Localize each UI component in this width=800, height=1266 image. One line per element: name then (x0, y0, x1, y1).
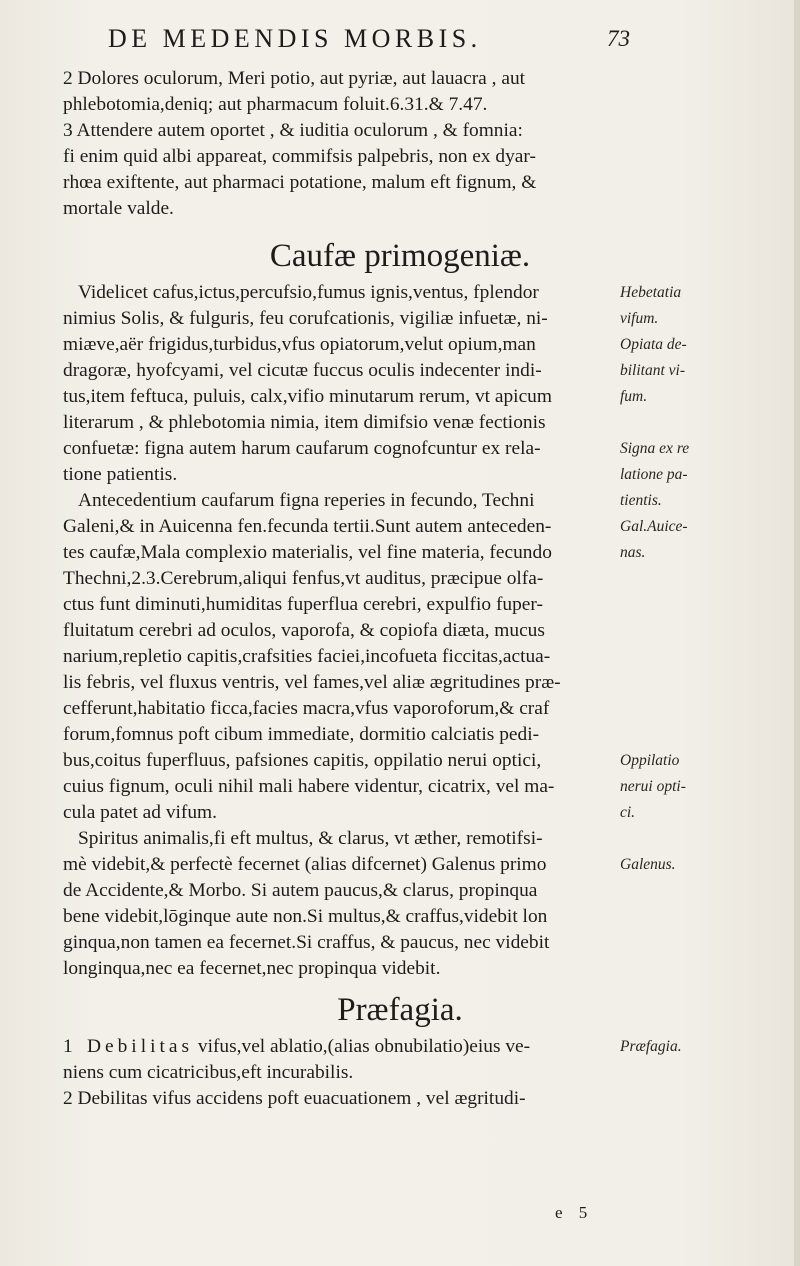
margin-note: bilitant vi- (620, 362, 686, 379)
text-line: phlebotomia,deniq; aut pharmacum foluit.6.31.& 7.47. (63, 94, 488, 115)
text-line (63, 1034, 800, 1060)
text-line: Spiritus animalis,fi eft multus, & clarus, vt æther, remotifsi- (78, 828, 543, 849)
text-line: bus,coitus fuperfluus, pafsiones capitis, oppilatio nerui optici, (63, 750, 542, 771)
text-line: Thechni,2.3.Cerebrum,aliqui fenfus,vt auditus, præcipue olfa- (63, 568, 544, 589)
margin-note: fum. (620, 388, 648, 405)
margin-note: Oppilatio (620, 752, 680, 769)
text-line: fluitatum cerebri ad oculos, vaporofa, & copiofa diæta, mucus (63, 620, 545, 641)
text-line: cula patet ad vifum. (63, 802, 217, 823)
running-header (0, 24, 800, 60)
text-line: mortale valde. (63, 198, 174, 219)
text-line: cefferunt,habitatio ficca,facies macra,vfus vaporoforum,& craf (63, 698, 550, 719)
margin-note: latione pa- (620, 466, 688, 483)
margin-note: Galenus. (620, 856, 676, 873)
text-line: nimius Solis, & fulguris, feu corufcationis, vigiliæ infuetæ, ni- (63, 308, 548, 329)
text-line: 2 Dolores oculorum, Meri potio, aut pyriæ, aut lauacra , aut (63, 68, 526, 89)
text-line: cuius fignum, oculi nihil mali habere videntur, cicatrix, vel ma- (63, 776, 555, 797)
line-text: vifus,vel ablatio,(alias obnubilatio)eius ve- (197, 1036, 531, 1057)
text-line: narium,repletio capitis,crafsities faciei,incofueta ficcitas,actua- (63, 646, 551, 667)
text-line: 2 Debilitas vifus accidens poft euacuationem , vel ægritudi- (63, 1088, 526, 1109)
margin-note: Gal.Auice- (620, 518, 688, 535)
margin-note: Signa ex re (620, 440, 690, 457)
text-line: bene videbit,lōginque aute non.Si multus,& craffus,videbit lon (63, 906, 548, 927)
text-line: rhœa exiftente, aut pharmaci potatione, malum eft fignum, & (63, 172, 537, 193)
text-line: ctus funt diminuti,humiditas fuperflua cerebri, expulfio fuper- (63, 594, 543, 615)
text-line: tus,item feftuca, puluis, calx,vifio minutarum rerum, vt apicum (63, 386, 552, 407)
text-line: tione patientis. (63, 464, 178, 485)
text-line: lis febris, vel fluxus ventris, vel fames,vel aliæ ægritudines præ- (63, 672, 561, 693)
signature-mark: e 5 (555, 1203, 594, 1222)
margin-note: Præfagia. (620, 1038, 682, 1055)
item-number: 1 (63, 1036, 73, 1057)
margin-note: vifum. (620, 310, 659, 327)
text-line: miæve,aër frigidus,turbidus,vfus opiatorum,velut opium,man (63, 334, 536, 355)
text-line: niens cum cicatricibus,eft incurabilis. (63, 1062, 354, 1083)
text-line: tes caufæ,Mala complexio materialis, vel fine materia, fecundo (63, 542, 552, 563)
text-line: longinqua,nec ea fecernet,nec propinqua videbit. (63, 958, 441, 979)
section-heading: Caufæ primogeniæ. (269, 238, 531, 274)
margin-note: ci. (620, 804, 636, 821)
text-line: dragoræ, hyofcyami, vel cicutæ fuccus oculis indecenter indi- (63, 360, 542, 381)
running-title: DE MEDENDIS MORBIS. (108, 24, 482, 53)
text-line: ginqua,non tamen ea fecernet.Si craffus, & paucus, nec videbit (63, 932, 550, 953)
text-line: Videlicet cafus,ictus,percufsio,fumus ignis,ventus, fplendor (78, 282, 539, 303)
text-line: Galeni,& in Auicenna fen.fecunda tertii.Sunt autem anteceden- (63, 516, 552, 537)
text-line: Antecedentium caufarum figna reperies in fecundo, Techni (78, 490, 535, 511)
text-line: mè videbit,& perfectè fecernet (alias difcernet) Galenus primo (63, 854, 547, 875)
text-line: forum,fomnus poft cibum immediate, dormitio calciatis pedi- (63, 724, 540, 745)
margin-note: nas. (620, 544, 646, 561)
margin-note: tientis. (620, 492, 662, 509)
margin-note: Hebetatia (620, 284, 682, 301)
text-line: confuetæ: figna autem harum caufarum cognofcuntur ex rela- (63, 438, 541, 459)
page-number: 73 (607, 26, 630, 51)
text-line: fi enim quid albi appareat, commifsis palpebris, non ex dyar- (63, 146, 536, 167)
section-heading: Præfagia. (337, 992, 463, 1028)
text-line: de Accidente,& Morbo. Si autem paucus,& clarus, propinqua (63, 880, 538, 901)
text-line: 3 Attendere autem oportet , & iuditia oculorum , & fomnia: (63, 120, 523, 141)
margin-note: nerui opti- (620, 778, 686, 795)
initial-word: Debilitas (87, 1036, 194, 1057)
text-line: literarum , & phlebotomia nimia, item dimifsio venæ fectionis (63, 412, 546, 433)
margin-note: Opiata de- (620, 336, 687, 353)
